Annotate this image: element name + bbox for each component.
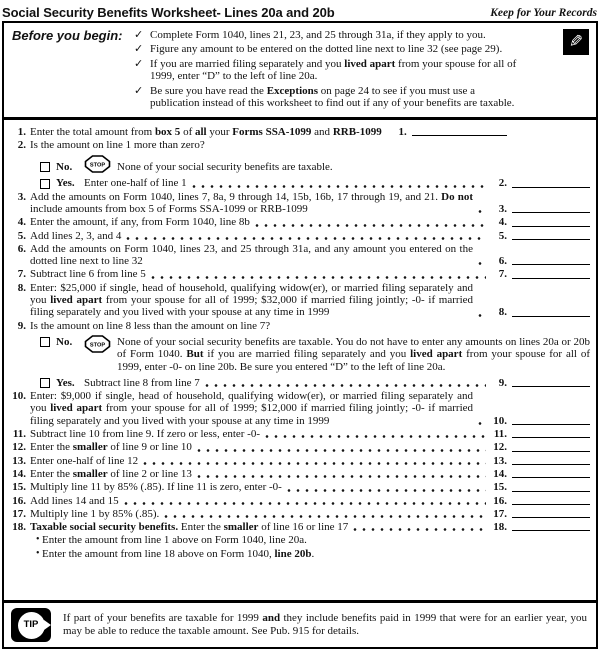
worksheet-lines — [4, 120, 596, 603]
line-7-amount-field[interactable] — [512, 278, 590, 279]
line-2-no-text: None of your social security benefits are taxable. — [117, 161, 333, 174]
line-6-entry: 6. — [488, 255, 590, 267]
worksheet-line-15: 15. Multiply line 11 by 85% (.85). If line 11 is zero, enter -0- 15. — [9, 481, 590, 493]
line-4-entry: 4. — [488, 216, 590, 228]
dot-leader — [287, 489, 486, 492]
line-9-no-checkbox[interactable] — [40, 337, 50, 347]
worksheet-line-14: 14. Enter the smaller of line 2 or line 13 14. — [9, 468, 590, 480]
line-8-entry: 8. — [488, 306, 590, 318]
line-5-amount-field[interactable] — [512, 239, 590, 240]
before-checklist — [134, 29, 588, 112]
line-3-amount-field[interactable] — [512, 212, 590, 213]
line-2-no-checkbox[interactable] — [40, 162, 50, 172]
worksheet-line-8: 8. Enter: $25,000 if single, head of household, qualifying widow(er), or married filing separately and you lived apart from your spouse for all of 1999; $32,000 if married filing jointly; -0- if married filing separately and you lived with your spouse at any time in 1999 8. — [9, 282, 590, 319]
before-item-4 — [134, 85, 548, 111]
checkmark-icon: ✓ — [134, 29, 144, 41]
before-you-begin-label: Before you begin: — [12, 28, 123, 43]
before-you-begin-section — [4, 23, 596, 120]
line-18-bullet-2-text: Enter the amount from line 18 above on Form 1040, line 20b. — [42, 547, 315, 560]
dot-leader — [478, 210, 486, 213]
line-18-bullet-2 — [9, 548, 590, 560]
line-11-text: Subtract line 10 from line 9. If zero or less, enter -0- — [30, 428, 261, 441]
line-3-text: Add the amounts on Form 1040, lines 7, 8a, 9 through 14, 15b, 16b, 17 through 19, and 21. Do not include amounts from box 5 of Forms SSA-1099 or RRB-1099 — [30, 190, 473, 215]
before-item-1 — [134, 29, 548, 42]
line-6-amount-field[interactable] — [512, 264, 590, 265]
line-14-entry: 14. — [488, 468, 590, 480]
line-1-text: Enter the total amount from box 5 of all your Forms SSA-1099 and RRB-1099 — [30, 125, 382, 138]
line-12-text: Enter the smaller of line 9 or line 10 — [30, 441, 192, 454]
worksheet-line-5: 5. Add lines 2, 3, and 4 5. — [9, 230, 590, 242]
line-18-bullet-1-text: Enter the amount from line 1 above on Form 1040, line 20a. — [42, 534, 307, 547]
line-4-text: Enter the amount, if any, from Form 1040, line 8b — [30, 216, 250, 229]
dot-leader — [478, 422, 486, 425]
line-9-entry: 9. — [488, 377, 590, 389]
line-10-text: Enter: $9,000 if single, head of household, qualifying widow(er), or married filing separately and you lived apart from your spouse for all of 1999; $12,000 if married filing jointly; -0- if married filing separately and you lived with your spouse at any time in 1999 — [30, 390, 474, 427]
line-5-text: Add lines 2, 3, and 4 — [30, 229, 122, 242]
worksheet-header — [0, 0, 600, 21]
line-9-yes-option — [9, 377, 590, 389]
line-2-yes-option — [9, 177, 590, 189]
worksheet-line-12: 12. Enter the smaller of line 9 or line 10 12. — [9, 441, 590, 453]
line-7-text: Subtract line 6 from line 5 — [30, 268, 146, 281]
line-11-amount-field[interactable] — [512, 437, 590, 438]
worksheet-line-4: 4. Enter the amount, if any, from Form 1040, line 8b 4. — [9, 216, 590, 228]
dot-leader — [151, 276, 486, 279]
worksheet-line-18: 18. Taxable social security benefits. Enter the smaller of line 16 or line 17 18. — [9, 521, 590, 533]
dot-leader — [124, 502, 486, 505]
line-6-text: Add the amounts on Form 1040, lines 23, and 25 through 31a, and any amount you entered on the dotted line next to line 32 — [30, 242, 473, 268]
before-item-2 — [134, 43, 548, 56]
line-9-yes-checkbox[interactable] — [40, 378, 50, 388]
line-12-amount-field[interactable] — [512, 451, 590, 452]
dot-leader — [265, 435, 486, 438]
tip-text: If part of your benefits are taxable for 1999 and they include benefits paid in 1999 that were for an earlier year, you may be able to reduce the taxable amount. See Pub. 915 for details. — [63, 612, 587, 637]
line-2-question: Is the amount on line 1 more than zero? — [30, 139, 205, 152]
line-15-text: Multiply line 11 by 85% (.85). If line 11 is zero, enter -0- — [30, 481, 282, 494]
worksheet-line-17: 17. Multiply line 1 by 85% (.85). 17. — [9, 508, 590, 520]
line-11-entry: 11. — [488, 428, 590, 440]
line-8-text: Enter: $25,000 if single, head of household, qualifying widow(er), or married filing separately and you lived apart from your spouse for all of 1999; $32,000 if married filing jointly; -0- if married filing separately and you lived with your spouse at any time in 1999 — [30, 281, 474, 319]
line-8-amount-field[interactable] — [512, 316, 590, 317]
line-15-amount-field[interactable] — [512, 491, 590, 492]
svg-text:STOP: STOP — [89, 162, 106, 169]
before-item-1-text: Complete Form 1040, lines 21, 23, and 25 through 31a, if they apply to you. — [150, 29, 486, 41]
line-16-text: Add lines 14 and 15 — [30, 494, 119, 507]
line-9-no-option — [9, 336, 590, 373]
yes-label: Yes. — [56, 376, 75, 389]
tip-section — [4, 603, 596, 647]
no-label: No. — [56, 161, 73, 174]
dot-leader — [478, 262, 486, 265]
line-9-question: Is the amount on line 8 less than the amount on line 7? — [30, 319, 271, 332]
dot-leader — [143, 462, 486, 465]
line-18-entry: 18. — [488, 521, 590, 533]
worksheet-line-7: 7. Subtract line 6 from line 5 7. — [9, 268, 590, 280]
line-16-amount-field[interactable] — [512, 504, 590, 505]
dot-leader — [164, 515, 486, 518]
line-16-entry: 16. — [488, 495, 590, 507]
bullet-icon: • — [36, 547, 40, 559]
pencil-icon: ✎ — [563, 29, 589, 55]
worksheet-line-11: 11. Subtract line 10 from line 9. If zero or less, enter -0- 11. — [9, 428, 590, 440]
line-7-entry: 7. — [488, 268, 590, 280]
dot-leader — [192, 185, 486, 188]
line-9-no-text: None of your social security benefits are taxable. You do not have to enter any amounts on lines 20a or 20b of Form 1040. But if you are married filing separately and you lived apart from your spouse for all of 1999, enter -0- on line 20b. Be sure you entered “D” to the left of line 20a. — [117, 335, 590, 373]
line-12-entry: 12. — [488, 441, 590, 453]
checkmark-icon: ✓ — [134, 43, 144, 56]
worksheet-line-16: 16. Add lines 14 and 15 16. — [9, 495, 590, 507]
page-title: Social Security Benefits Worksheet- Lines 20a and 20b — [2, 4, 335, 20]
line-13-amount-field[interactable] — [512, 464, 590, 465]
svg-text:STOP: STOP — [89, 342, 106, 349]
line-14-amount-field[interactable] — [512, 477, 590, 478]
before-item-3 — [134, 58, 548, 84]
line-4-amount-field[interactable] — [512, 226, 590, 227]
line-2-yes-text: Enter one-half of line 1 — [84, 177, 187, 190]
dot-leader — [197, 449, 486, 452]
worksheet-line-6: 6. Add the amounts on Form 1040, lines 23, and 25 through 31a, and any amount you entered on the dotted line next to line 32 6. — [9, 243, 590, 268]
line-18-bullet-1 — [9, 534, 590, 546]
worksheet-line-13: 13. Enter one-half of line 12 13. — [9, 455, 590, 467]
dot-leader — [353, 528, 486, 531]
worksheet-line-1: 1. Enter the total amount from box 5 of all your Forms SSA-1099 and RRB-1099 1. — [9, 126, 590, 138]
worksheet-line-3: 3. Add the amounts on Form 1040, lines 7, 8a, 9 through 14, 15b, 16b, 17 through 19, and 21. Do not include amounts from box 5 of Forms SSA-1099 or RRB-1099 3. — [9, 191, 590, 216]
line-9-amount-field[interactable] — [512, 386, 590, 387]
keep-for-records-label: Keep for Your Records — [490, 6, 597, 19]
before-item-2-text: Figure any amount to be entered on the dotted line next to line 32 (see page 29). — [150, 43, 503, 56]
line-13-entry: 13. — [488, 455, 590, 467]
worksheet-line-2: 2. Is the amount on line 1 more than zero? — [17, 139, 205, 152]
yes-label: Yes. — [56, 177, 75, 190]
line-15-entry: 15. — [488, 481, 590, 493]
line-18-text: Taxable social security benefits. Enter the smaller of line 16 or line 17 — [30, 521, 349, 534]
dot-leader — [205, 384, 486, 387]
worksheet-box — [2, 21, 598, 649]
dot-leader — [255, 224, 486, 227]
line-1-amount-field[interactable] — [412, 135, 507, 136]
no-label: No. — [56, 335, 73, 348]
line-14-text: Enter the smaller of line 2 or line 13 — [30, 467, 192, 480]
before-item-3-text: If you are married filing separately and you lived apart from your spouse for all of 1999, enter “D” to the left of line 20a. — [150, 57, 517, 83]
line-17-amount-field[interactable] — [512, 517, 590, 518]
checkmark-icon: ✓ — [134, 84, 144, 97]
line-2-entry: 2. — [488, 177, 590, 189]
worksheet-line-9: 9. Is the amount on line 8 less than the amount on line 7? — [17, 319, 271, 332]
stop-icon — [84, 335, 111, 353]
checkmark-icon: ✓ — [134, 57, 144, 70]
line-3-entry: 3. — [488, 203, 590, 215]
before-item-4-text: Be sure you have read the Exceptions on page 24 to see if you must use a publication instead of this worksheet to find out if any of your benefits are taxable. — [150, 84, 515, 110]
dot-leader — [197, 475, 486, 478]
bullet-icon: • — [36, 534, 40, 546]
line-10-entry: 10. — [488, 415, 590, 427]
tip-icon — [11, 608, 51, 642]
tip-label: TIP — [23, 618, 39, 630]
line-17-text: Multiply line 1 by 85% (.85). — [30, 507, 160, 520]
dot-leader — [478, 314, 486, 317]
line-10-amount-field[interactable] — [512, 424, 590, 425]
line-17-entry: 17. — [488, 508, 590, 520]
line-9-yes-text: Subtract line 8 from line 7 — [84, 376, 200, 389]
stop-icon — [84, 155, 111, 173]
worksheet-line-10: 10. Enter: $9,000 if single, head of household, qualifying widow(er), or married filing separately and you lived apart from your spouse for all of 1999; $12,000 if married filing jointly; -0- if married filing separately and you lived with your spouse at any time in 1999 10. — [9, 390, 590, 427]
line-1-entry: 1. — [388, 126, 507, 138]
line-2-no-option — [9, 155, 590, 173]
line-2-amount-field[interactable] — [512, 187, 590, 188]
dot-leader — [126, 237, 486, 240]
line-2-yes-checkbox[interactable] — [40, 179, 50, 189]
line-18-amount-field[interactable] — [512, 530, 590, 531]
line-5-entry: 5. — [488, 230, 590, 242]
line-13-text: Enter one-half of line 12 — [30, 454, 139, 467]
tip-arrow — [44, 620, 51, 630]
